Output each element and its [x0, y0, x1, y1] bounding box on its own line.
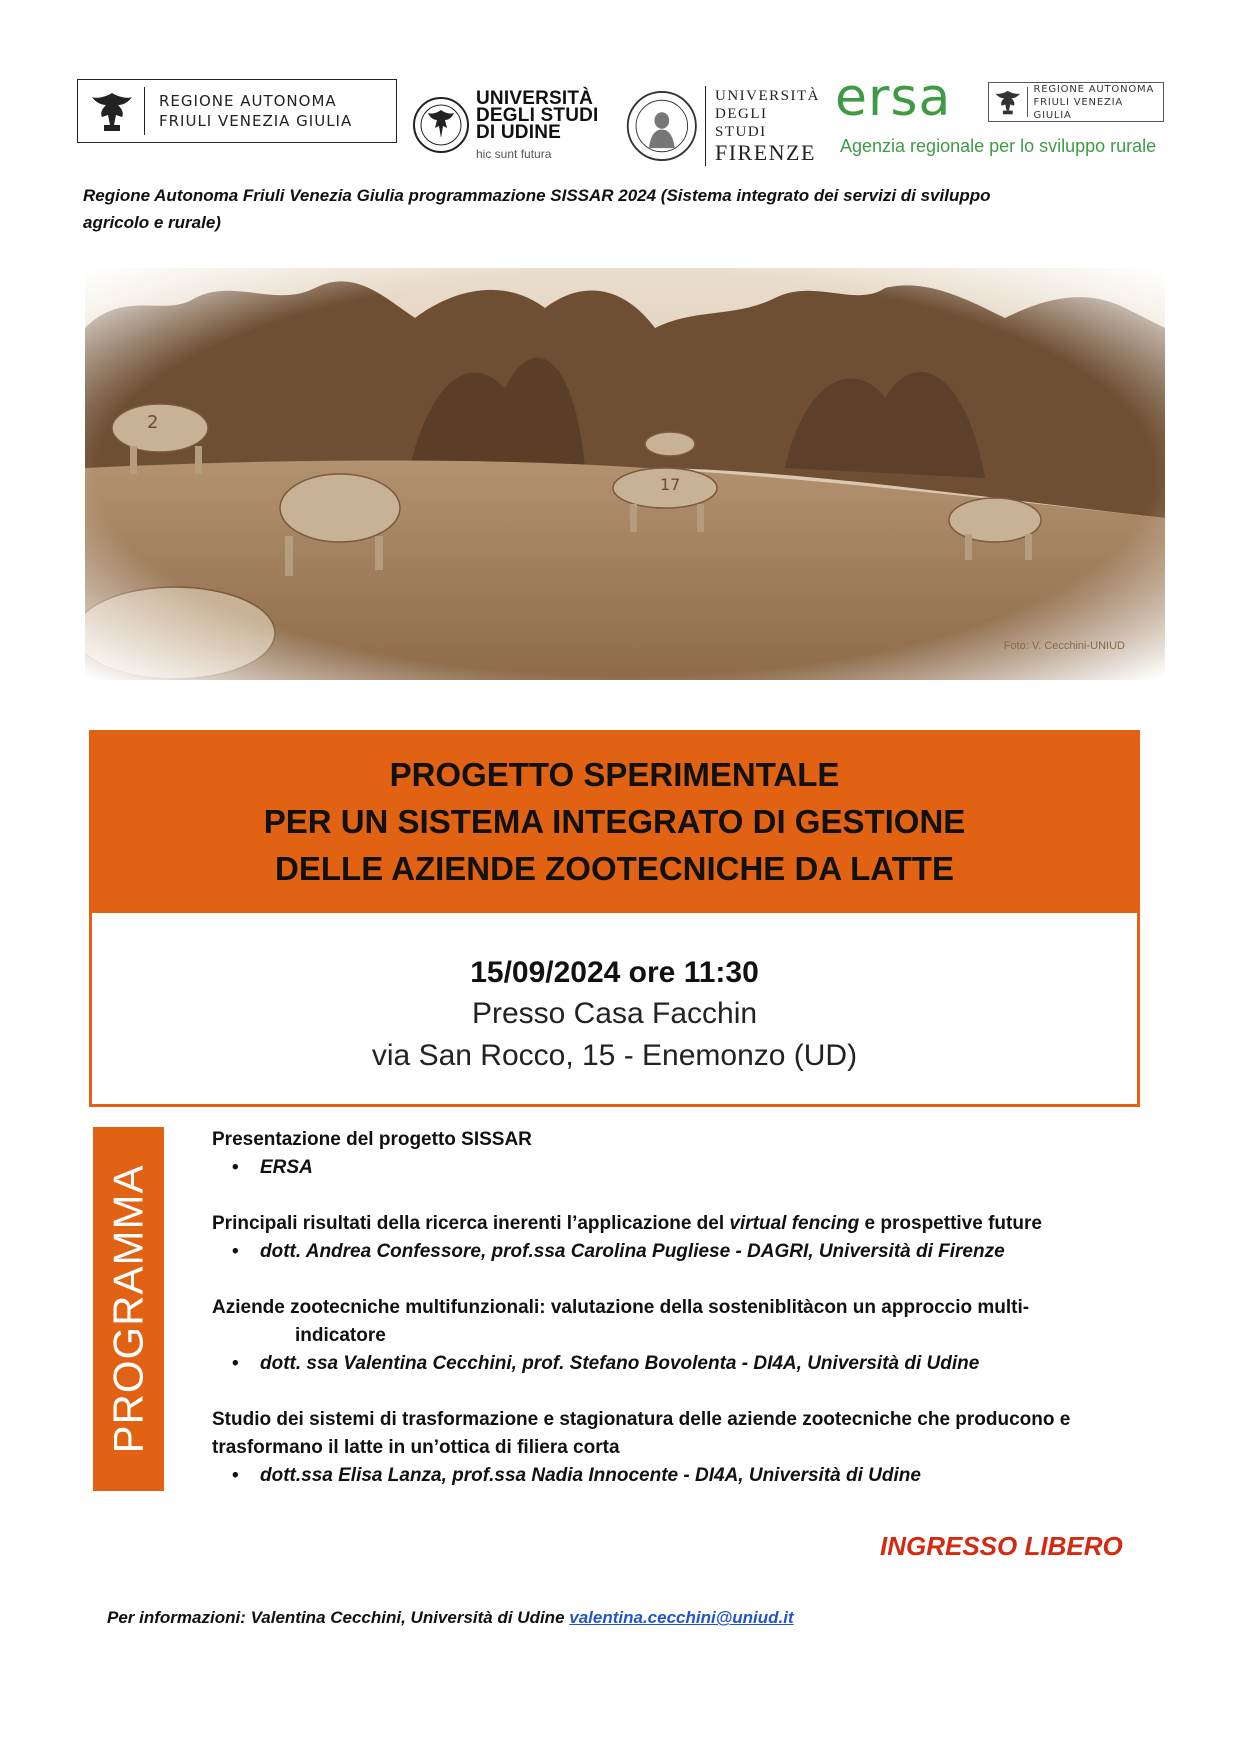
event-datetime: 15/09/2024 ore 11:30 — [470, 956, 759, 989]
item-title: Presentazione del progetto SISSAR — [212, 1129, 532, 1150]
item-title-post: e prospettive future — [859, 1213, 1042, 1234]
ingresso-libero: INGRESSO LIBERO — [880, 1531, 1123, 1561]
ersa-tagline: Agenzia regionale per lo sviluppo rurale — [840, 136, 1157, 156]
item-speaker — [212, 1154, 1127, 1182]
title-line-1: PROGETTO SPERIMENTALE — [389, 756, 840, 793]
programma-item — [212, 1210, 1127, 1266]
programma-sidebar — [93, 1127, 164, 1491]
pasture-photo — [85, 268, 1165, 680]
unifi-line2: DEGLI STUDI — [715, 106, 768, 140]
footer-info — [107, 1608, 794, 1628]
uniud-motto: hic sunt futura — [476, 146, 552, 161]
regione-fvg-logo — [77, 79, 397, 143]
item-speaker — [212, 1350, 1127, 1378]
uniud-line1: UNIVERSITÀ — [476, 87, 594, 109]
unifi-divider — [705, 86, 706, 166]
title-box — [89, 730, 1140, 913]
fvg-line2: FRIULI VENEZIA GIULIA — [159, 112, 353, 130]
fvg-line1: REGIONE AUTONOMA — [159, 92, 337, 110]
event-address: via San Rocco, 15 - Enemonzo (UD) — [371, 1039, 858, 1072]
uniud-line2: DEGLI STUDI — [476, 104, 599, 126]
uniud-seal-icon — [412, 96, 470, 154]
item-title-line1: Aziende zootecniche multifunzionali: valutazione della sosteniblitàcon un approccio multi- — [212, 1297, 1030, 1318]
photo-credit: Foto: V. Cecchini-UNIUD — [1003, 640, 1125, 652]
bullet-icon: • — [232, 1157, 239, 1178]
unifi-seal-icon — [625, 86, 699, 166]
footer-label: Per informazioni: Valentina Cecchini, Università di Udine — [107, 1608, 570, 1627]
unifi-line3: FIRENZE — [715, 140, 816, 165]
speaker-text: dott. Andrea Confessore, prof.ssa Carolina Pugliese - DAGRI, Università di Firenze — [260, 1241, 1005, 1262]
item-speaker — [212, 1462, 1127, 1490]
ersa-fvg-line1: REGIONE AUTONOMA — [1033, 83, 1155, 95]
item-title-pre: Principali risultati della ricerca inerenti l’applicazione del — [212, 1213, 730, 1234]
item-title-line2: trasformano il latte in un’ottica di filiera corta — [212, 1437, 620, 1458]
programma-item — [212, 1126, 1127, 1182]
programma-label: PROGRAMMA — [104, 1164, 152, 1454]
intro-text: Regione Autonoma Friuli Venezia Giulia programmazione SISSAR 2024 (Sistema integrato dei servizi di sviluppo agricolo e rurale) — [83, 186, 991, 232]
uniud-logo — [412, 86, 602, 164]
programma-item — [212, 1406, 1127, 1490]
speaker-text: dott. ssa Valentina Cecchini, prof. Stefano Bovolenta - DI4A, Università di Udine — [260, 1353, 980, 1374]
unifi-logo — [625, 82, 820, 170]
speaker-text: ERSA — [260, 1157, 313, 1178]
item-title-em: virtual fencing — [729, 1213, 860, 1234]
programma-item — [212, 1294, 1127, 1378]
ersa-fvg-badge — [988, 82, 1164, 122]
bullet-icon: • — [232, 1353, 239, 1374]
item-title-line1: Studio dei sistemi di trasformazione e stagionatura delle aziende zootecniche che producono e — [212, 1409, 1071, 1430]
programma-list — [212, 1126, 1127, 1490]
ersa-logo — [835, 68, 1165, 166]
ersa-wordmark: ersa — [835, 68, 952, 128]
item-title — [212, 1210, 1127, 1238]
event-details-box — [89, 913, 1140, 1107]
eagle-emblem-icon — [88, 87, 145, 135]
contact-email-link[interactable]: valentina.cecchini@uniud.it — [569, 1608, 794, 1627]
title-line-3: DELLE AZIENDE ZOOTECNICHE DA LATTE — [275, 850, 954, 887]
eagle-emblem-small-icon — [993, 87, 1028, 117]
pasture-illustration — [85, 268, 1165, 680]
item-speaker — [212, 1238, 1127, 1266]
title-line-2: PER UN SISTEMA INTEGRATO DI GESTIONE — [263, 803, 966, 840]
item-title-line2: indicatore — [295, 1325, 386, 1346]
uniud-line3: DI UDINE — [476, 121, 561, 143]
bullet-icon: • — [232, 1465, 239, 1486]
speaker-text: dott.ssa Elisa Lanza, prof.ssa Nadia Innocente - DI4A, Università di Udine — [260, 1465, 921, 1486]
event-venue: Presso Casa Facchin — [471, 997, 758, 1030]
ersa-fvg-line2: FRIULI VENEZIA GIULIA — [1033, 96, 1123, 121]
bullet-icon: • — [232, 1241, 239, 1262]
unifi-line1: UNIVERSITÀ — [715, 88, 820, 104]
